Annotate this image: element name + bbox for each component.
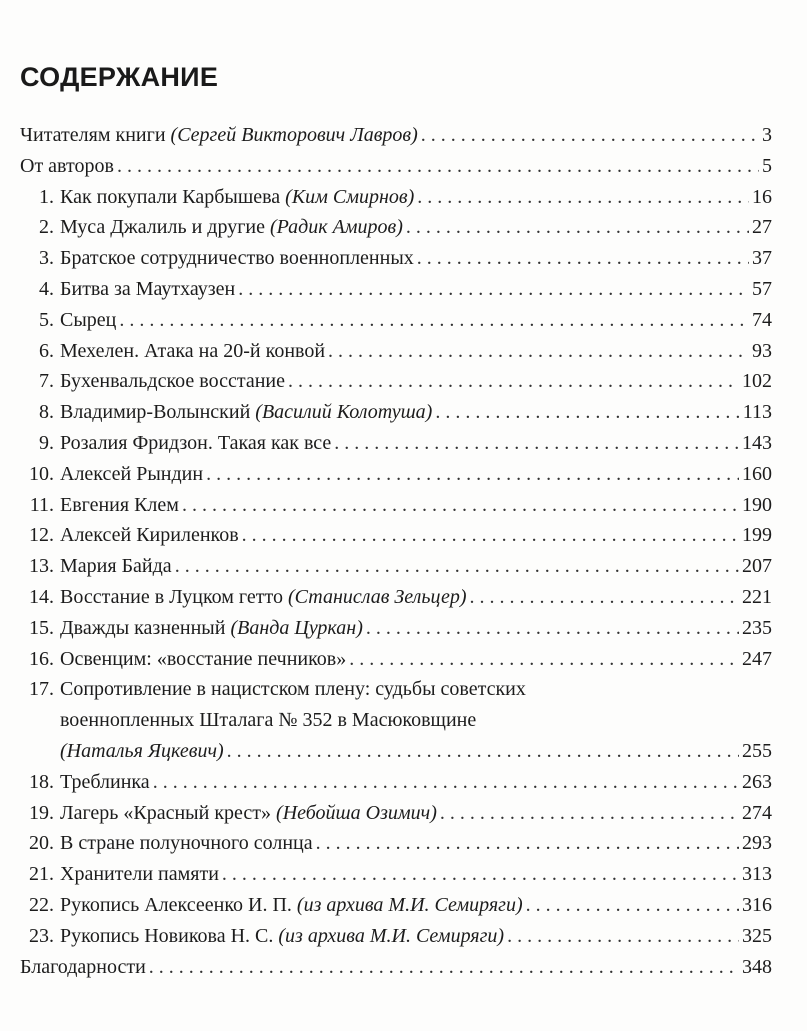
toc-entry-title: Сопротивление в нацистском плену: судьбы советских <box>60 678 526 701</box>
toc-entry-page: 207 <box>742 555 772 578</box>
toc-entry-title: Евгения Клем <box>60 493 179 516</box>
toc-entry <box>20 551 772 582</box>
toc-entry-title: Хранители памяти <box>60 863 219 886</box>
toc-entry-title-continued: военнопленных Шталага № 352 в Масюковщине <box>60 709 477 732</box>
toc-entry-page: 143 <box>742 431 772 454</box>
toc-entry-title: Муса Джалиль и другие <box>60 216 270 239</box>
toc-entry-page: 199 <box>742 524 772 547</box>
toc-entry-number: 15. <box>29 616 54 639</box>
toc-entry-author-line <box>20 736 772 767</box>
toc-entry-page: 235 <box>742 616 772 639</box>
dot-leader <box>227 736 739 767</box>
toc-entry-author: (Станислав Зельцер) <box>287 585 467 608</box>
toc-entry-title: Сырец <box>60 308 117 331</box>
toc-entry-title: В стране полуночного солнца <box>60 832 313 855</box>
toc-entry-page: 325 <box>742 924 772 947</box>
toc-entry-page: 57 <box>752 277 772 300</box>
toc-entry-number: 12. <box>29 524 54 547</box>
toc-entry-number: 5. <box>39 308 54 331</box>
dot-leader <box>175 551 739 582</box>
table-of-contents <box>20 120 772 982</box>
dot-leader <box>406 212 749 243</box>
toc-entry <box>20 151 772 182</box>
toc-entry-author: (из архива М.И. Семиряги) <box>296 893 523 916</box>
dot-leader <box>316 828 739 859</box>
dot-leader <box>119 305 749 336</box>
toc-entry-page: 348 <box>742 955 772 978</box>
toc-entry-number: 23. <box>29 924 54 947</box>
dot-leader <box>238 274 749 305</box>
toc-entry <box>20 582 772 613</box>
toc-entry-page: 5 <box>762 154 772 177</box>
toc-entry-number: 9. <box>39 431 54 454</box>
toc-entry-number: 21. <box>29 863 54 886</box>
toc-entry <box>20 336 772 367</box>
toc-entry-page: 190 <box>742 493 772 516</box>
toc-entry-title: Рукопись Новикова Н. С. <box>60 924 279 947</box>
toc-entry-page: 27 <box>752 216 772 239</box>
dot-leader <box>366 613 739 644</box>
toc-entry <box>20 182 772 213</box>
toc-entry-number: 13. <box>29 555 54 578</box>
toc-entry-title: Алексей Рындин <box>60 462 204 485</box>
toc-entry-number: 3. <box>39 247 54 270</box>
toc-entry-title: Розалия Фридзон. Такая как все <box>60 431 332 454</box>
toc-entry-author: (Сергей Викторович Лавров) <box>170 124 418 146</box>
toc-entry-page: 3 <box>762 124 772 146</box>
dot-leader <box>349 644 739 675</box>
dot-leader <box>334 428 739 459</box>
toc-entry-number: 16. <box>29 647 54 670</box>
dot-leader <box>288 366 739 397</box>
toc-entry <box>20 305 772 336</box>
dot-leader <box>421 120 759 151</box>
toc-entry-number: 2. <box>39 216 54 239</box>
dot-leader <box>470 582 739 613</box>
toc-entry-page: 102 <box>742 370 772 393</box>
toc-entry-title: Владимир-Волынский <box>60 401 256 424</box>
toc-entry-number: 4. <box>39 277 54 300</box>
toc-entry-number: 20. <box>29 832 54 855</box>
toc-entry-author: (Ким Смирнов) <box>285 185 415 208</box>
toc-entry <box>20 120 772 151</box>
toc-entry-author: (Радик Амиров) <box>269 216 403 239</box>
toc-entry <box>20 798 772 829</box>
toc-entry <box>20 274 772 305</box>
dot-leader <box>526 890 739 921</box>
toc-entry-author: (Василий Колотуша) <box>255 401 433 424</box>
toc-entry-author: (Наталья Яцкевич) <box>60 739 224 762</box>
toc-entry <box>20 490 772 521</box>
dot-leader <box>440 798 739 829</box>
toc-entry-title: Рукопись Алексеенко И. П. <box>60 893 297 916</box>
dot-leader <box>417 243 749 274</box>
toc-entry-title: Бухенвальдское восстание <box>60 370 285 393</box>
toc-entry-title: Восстание в Луцком гетто <box>60 585 288 608</box>
toc-entry <box>20 243 772 274</box>
dot-leader <box>206 459 739 490</box>
toc-entry-number: 10. <box>29 462 54 485</box>
toc-entry-page: 16 <box>752 185 772 208</box>
toc-entry-title: Благодарности <box>20 955 146 978</box>
toc-entry-page: 274 <box>742 801 772 824</box>
toc-entry-page: 93 <box>752 339 772 362</box>
dot-leader <box>149 952 739 983</box>
toc-entry-author: (Небойша Озимич) <box>276 801 437 824</box>
toc-entry-number: 8. <box>39 401 54 424</box>
toc-entry <box>20 644 772 675</box>
toc-entry-title: Треблинка <box>60 770 150 793</box>
toc-entry-page: 113 <box>742 401 772 424</box>
toc-entry-page: 255 <box>742 739 772 762</box>
dot-leader <box>507 921 739 952</box>
toc-entry <box>20 890 772 921</box>
toc-entry-number: 11. <box>29 493 54 516</box>
toc-entry <box>20 520 772 551</box>
toc-entry-number: 6. <box>39 339 54 362</box>
toc-entry <box>20 366 772 397</box>
dot-leader <box>435 397 739 428</box>
dot-leader <box>117 151 759 182</box>
dot-leader <box>182 490 739 521</box>
toc-entry <box>20 613 772 644</box>
toc-entry <box>20 459 772 490</box>
toc-entry-page: 316 <box>742 893 772 916</box>
toc-entry <box>20 921 772 952</box>
toc-entry-page: 221 <box>742 585 772 608</box>
toc-entry <box>20 397 772 428</box>
toc-entry-title: Читателям книги <box>20 124 171 146</box>
toc-entry-title: Лагерь «Красный крест» <box>60 801 277 824</box>
toc-entry-page: 313 <box>742 863 772 886</box>
toc-entry-title: Освенцим: «восстание печников» <box>60 647 347 670</box>
toc-entry-author: (из архива М.И. Семиряги) <box>278 924 505 947</box>
toc-entry-title: Мехелен. Атака на 20-й конвой <box>60 339 326 362</box>
toc-entry-author: (Ванда Цуркан) <box>230 616 363 639</box>
toc-entry-title: Как покупали Карбышева <box>60 185 286 208</box>
toc-entry-17 <box>20 674 772 705</box>
toc-entry <box>20 828 772 859</box>
toc-entry-title: Братское сотрудничество военнопленных <box>60 247 414 270</box>
dot-leader <box>328 336 749 367</box>
dot-leader <box>417 182 749 213</box>
toc-entry-title: Дважды казненный <box>60 616 231 639</box>
dot-leader <box>153 767 739 798</box>
toc-entry <box>20 428 772 459</box>
toc-entry-page: 37 <box>752 247 772 270</box>
toc-entry-page: 293 <box>742 832 772 855</box>
page-title: СОДЕРЖАНИЕ <box>20 62 219 92</box>
toc-entry-page: 263 <box>742 770 772 793</box>
toc-entry-number: 14. <box>29 585 54 608</box>
toc-entry-number: 7. <box>39 370 54 393</box>
toc-entry-title: Мария Байда <box>60 555 172 578</box>
toc-entry-page: 247 <box>742 647 772 670</box>
toc-entry-title: Алексей Кириленков <box>60 524 239 547</box>
toc-entry-number: 17. <box>29 678 54 701</box>
toc-entry-number: 22. <box>29 893 54 916</box>
toc-entry <box>20 767 772 798</box>
toc-entry-title: Битва за Маутхаузен <box>60 277 236 300</box>
dot-leader <box>242 520 739 551</box>
toc-entry-number: 18. <box>29 770 54 793</box>
toc-entry-number: 19. <box>29 801 54 824</box>
toc-entry <box>20 859 772 890</box>
toc-entry <box>20 952 772 983</box>
toc-entry-number: 1. <box>39 185 54 208</box>
toc-entry-page: 74 <box>752 308 772 331</box>
toc-entry <box>20 212 772 243</box>
toc-entry-page: 160 <box>742 462 772 485</box>
toc-entry-title: От авторов <box>20 154 114 177</box>
dot-leader <box>222 859 739 890</box>
toc-entry-continuation <box>20 705 772 736</box>
